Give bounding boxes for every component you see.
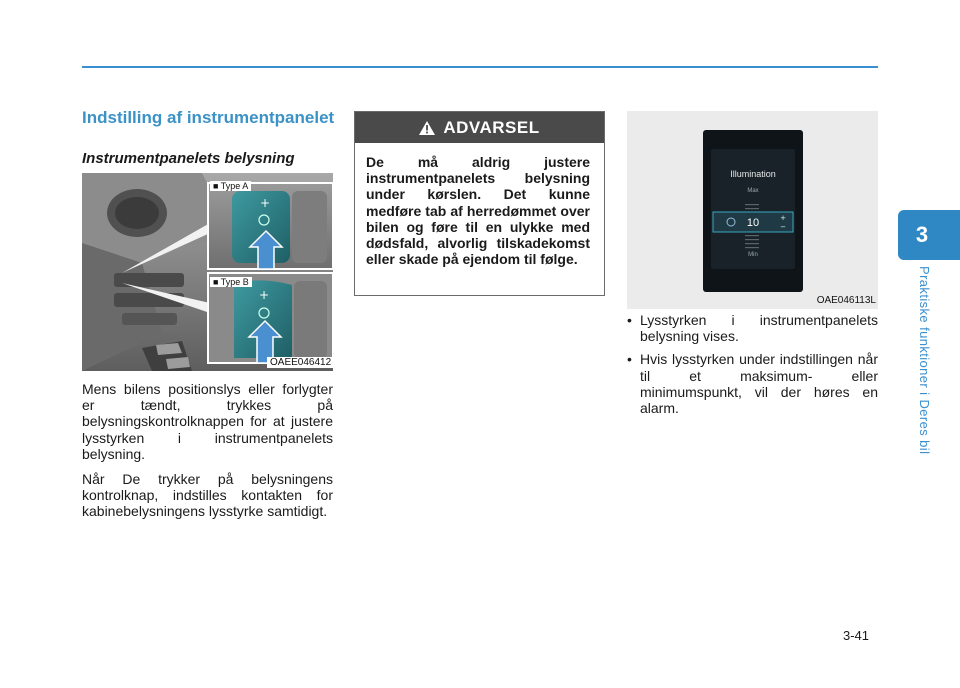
max-label: Max (747, 188, 759, 194)
chapter-label: Praktiske funktioner i Deres bil (917, 266, 932, 455)
bullet-list (627, 312, 878, 423)
figure-code-right: OAE046113L (816, 295, 876, 306)
svg-text:+: + (780, 214, 786, 222)
section-title: Indstilling af instrumentpanelet (82, 108, 335, 127)
warning-box (354, 111, 605, 296)
min-label: Min (748, 252, 758, 258)
level-value: 10 (746, 217, 760, 229)
section-subtitle: Instrumentpanelets belysning (82, 150, 295, 167)
svg-text:+: + (258, 288, 270, 302)
warning-title: ADVARSEL (443, 117, 540, 137)
top-rule (82, 66, 878, 68)
svg-text:+: + (259, 196, 271, 210)
type-a-label: ■ Type A (210, 181, 251, 191)
paragraph-2: Når De trykker på belysningens kontrolknap, indstilles kontakten for kabinebelysningens lysstyrke samtidigt. (82, 471, 333, 520)
warning-triangle-icon (419, 121, 435, 135)
warning-text: De må aldrig justere instrumentpanelets belysning under kørslen. Det kunne medføre tab af herredømmet over bilen og føre til en ulykke med dødsfald, alvorlig tilskadekomst eller skade på ejendom til følge. (366, 154, 590, 268)
paragraph-1: Mens bilens positionslys eller forlygter er tændt, trykkes på belysningskontrolknappen for at justere lysstyrken i instrumentpanelets belysning. (82, 381, 333, 462)
page-number: 3-41 (843, 628, 870, 643)
chapter-tab (898, 210, 960, 260)
illumination-display-figure (627, 111, 878, 309)
warning-header (355, 112, 604, 143)
screen-title: Illumination (730, 169, 776, 179)
bullet-item-1: • Lysstyrken i instrumentpanelets belysning vises. (627, 312, 878, 344)
bullet-item-2: • Hvis lysstyrken under indstillingen når til et maksimum- eller minimumspunkt, vil der høres en alarm. (627, 351, 878, 416)
type-b-label: ■ Type B (210, 277, 252, 287)
svg-text:−: − (780, 223, 786, 231)
chapter-number: 3 (915, 222, 929, 247)
dashboard-illustration (82, 173, 333, 371)
figure-code-left: OAEE046412 (267, 357, 333, 368)
